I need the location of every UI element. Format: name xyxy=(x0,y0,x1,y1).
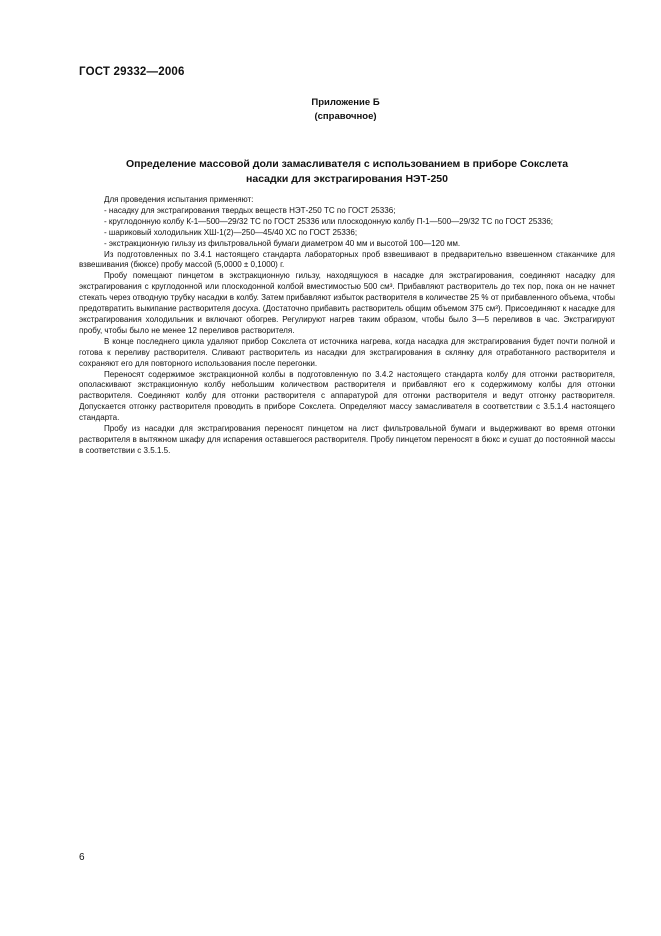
equipment-item: - экстракционную гильзу из фильтровальной бумаги диаметром 40 мм и высотой 100—120 мм. xyxy=(104,238,461,248)
intro-paragraph: Для проведения испытания применяют: xyxy=(104,195,254,204)
section-title-line-1: Определение массовой доли замасливателя с использованием в приборе Сокслета xyxy=(125,158,569,170)
appendix-label: Приложение Б xyxy=(311,97,380,108)
equipment-item: - шариковый холодильник ХШ-1(2)—250—45/40 ХС по ГОСТ 25336; xyxy=(104,227,358,237)
appendix-label-block xyxy=(0,96,661,124)
paragraph-final-cycle: В конце последнего цикла удаляют прибор Сокслета от источника нагрева, когда насадка для экстрагирования будет почти полной и готова к переливу растворителя. Сливают растворитель из насадки для экстрагирования в склянку для отработанного растворителя и сохраняют его для повторного использования после перегонки. xyxy=(79,336,615,368)
paragraph-sampling: Из подготовленных по 3.4.1 настоящего стандарта лабораторных проб взвешивают в предварительно взвешенном стаканчике для взвешивания (бюксе) пробу массой (5,0000 ± 0,1000) г. xyxy=(79,249,615,270)
section-title-line-2: насадки для экстрагирования НЭТ-250 xyxy=(246,173,448,185)
paragraph-drying: Пробу из насадки для экстрагирования переносят пинцетом на лист фильтровальной бумаги и выдерживают во время отгонки растворителя в вытяжном шкафу для испарения оставшегося растворителя. Пробу пинцетом переносят в бюкс и сушат до постоянной массы в соответствии с 3.5.1.5. xyxy=(79,424,615,455)
equipment-item: - круглодонную колбу К-1—500—29/32 ТС по ГОСТ 25336 или плоскодонную колбу П-1—500—29/32 ТС по ГОСТ 25336; xyxy=(104,216,554,226)
page-number: 6 xyxy=(79,852,85,863)
equipment-item: - насадку для экстрагирования твердых веществ НЭТ-250 ТС по ГОСТ 25336; xyxy=(104,205,396,215)
section-title xyxy=(79,157,615,187)
appendix-type: (справочное) xyxy=(314,111,377,122)
paragraph-extraction: Пробу помещают пинцетом в экстракционную гильзу, находящуюся в насадке для экстрагирования, соединяют насадку для экстрагирования с круглодонной или плоскодонной колбой вместимостью 500 см³. Прибавляют растворитель до тех пор, пока он не начнет стекать через отводную трубку насадки в колбу. Затем прибавляют избыток растворителя в количестве 25 % от прибавленного объема, чтобы предотвратить выкипание растворителя досуха. (Достаточно прибавить растворитель общим объемом 375 см³). Присоединяют к насадке для экстрагирования холодильник и включают обогрев. Регулируют нагрев таким образом, чтобы было 3—5 переливов в час. Экстрагируют пробу, чтобы было не менее 12 переливов растворителя. xyxy=(79,271,615,335)
paragraph-distillation: Переносят содержимое экстракционной колбы в подготовленную по 3.4.2 настоящего стандарта колбу для отгонки растворителя, ополаскивают экстракционную колбу небольшим количеством растворителя и прибавляют его к содержимому колбы для отгонки растворителя. Соединяют колбу для отгонки растворителя с аппаратурой для отгонки растворителя и ведут отгонку растворителя. Допускается отгонку растворителя проводить в приборе Сокслета. Определяют массу замасливателя в соответствии с 3.5.1.4 настоящего стандарта. xyxy=(79,369,615,423)
document-header: ГОСТ 29332—2006 xyxy=(79,66,185,78)
document-body xyxy=(79,195,615,457)
